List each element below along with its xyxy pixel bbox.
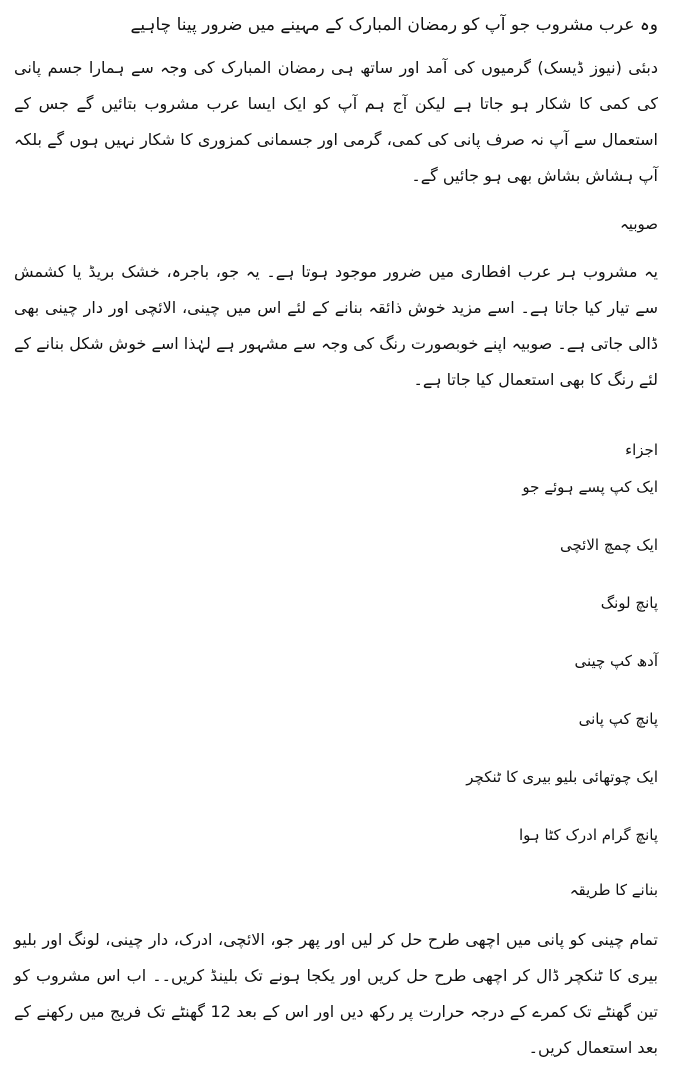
ingredient-item: ایک چمچ الائچی [559,536,658,554]
drink-description: یہ مشروب ہر عرب افطاری میں ضرور موجود ہوتا ہے۔ یہ جو، باجرہ، خشک بریڈ یا کشمش سے تیار کیا جاتا ہے۔ اسے مزید خوش ذائقہ بنانے کے لئے اس میں چینی، الائچی اور دار چینی بھی ڈالی جاتی ہے۔ صوبیہ اپنے خوبصورت رنگ کی وجہ سے مشہور ہے لہٰذا اسے خوش شکل بنانے کے لئے رنگ کا بھی استعمال کیا جاتا ہے۔ [14,262,658,389]
ingredient-item: ایک چوتھائی بلیو بیری کا ٹنکچر [466,768,658,786]
article-title: وہ عرب مشروب جو آپ کو رمضان المبارک کے مہینے میں ضرور پینا چاہیے [130,15,658,35]
ingredient-item: پانچ لونگ [600,594,658,612]
ingredient-item: آدھ کپ چینی [574,652,658,670]
ingredients-heading: اجزاء [625,441,658,459]
ingredient-item: ایک کپ پسے ہوئے جو [522,478,658,496]
method-paragraph: تمام چینی کو پانی میں اچھی طرح حل کر لیں اور پھر جو، الائچی، ادرک، دار چینی، لونگ اور بلیو بیری کا ٹنکچر ڈال کر اچھی طرح حل کریں اور یکجا ہونے تک بلینڈ کریں۔۔ اب اس مشروب کو تین گھنٹے تک کمرے کے درجہ حرارت پر رکھ دیں اور اس کے بعد 12 گھنٹے تک فریج میں رکھنے کے بعد استعمال کریں۔ [14,930,658,1057]
drink-heading: صوبیہ [620,215,658,233]
method-heading: بنانے کا طریقہ [569,881,658,899]
intro-paragraph: دبئی (نیوز ڈیسک) گرمیوں کی آمد اور ساتھ ہی رمضان المبارک کی وجہ سے ہمارا جسم پانی کی کمی کا شکار ہو جاتا ہے لیکن آج ہم آپ کو ایک ایسا عرب مشروب بتائیں گے جس کے استعمال سے آپ نہ صرف پانی کی کمی، گرمی اور جسمانی کمزوری کا شکار نہیں ہوں گے بلکہ آپ ہشاش بشاش بھی ہو جائیں گے۔ [14,58,658,185]
ingredient-item: پانچ گرام ادرک کٹا ہوا [518,826,658,844]
ingredients-list [14,476,658,846]
ingredient-item: پانچ کپ پانی [578,710,658,728]
